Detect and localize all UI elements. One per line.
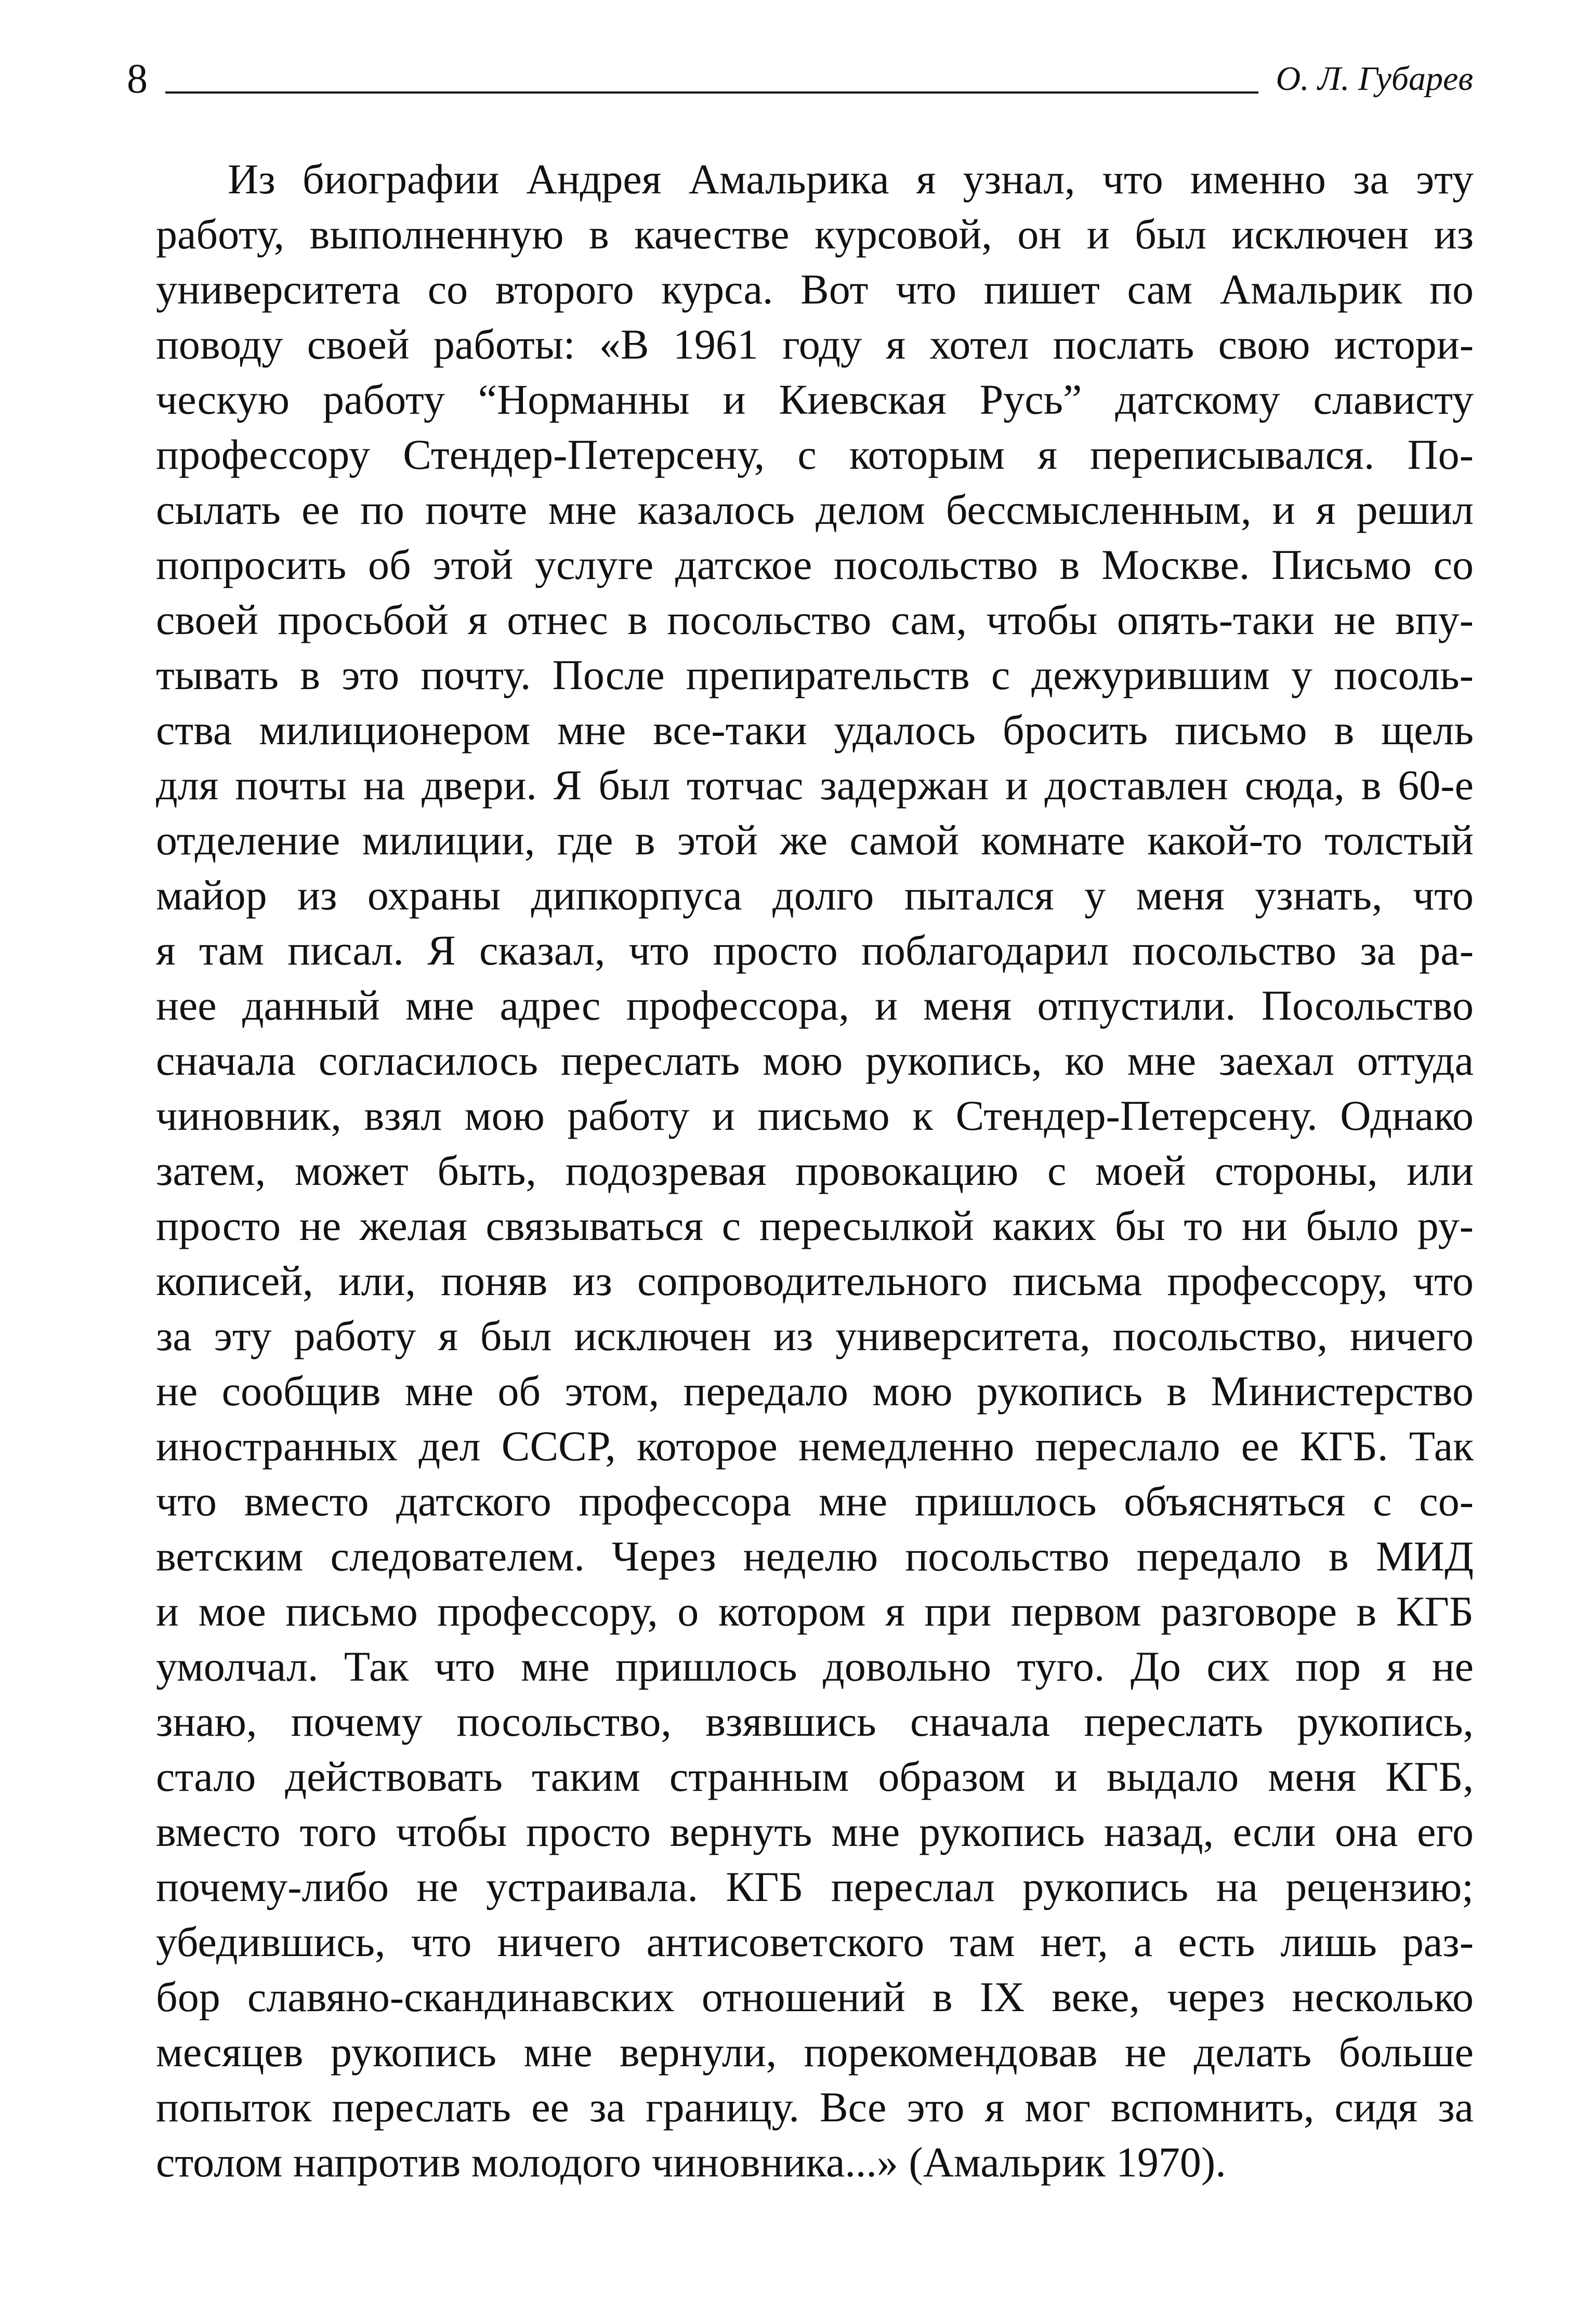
text-line: затем, может быть, подозревая провокацию с моей стороны, или xyxy=(156,1147,1474,1194)
header-rule xyxy=(165,91,1258,94)
page-header xyxy=(127,48,1473,100)
text-line: работу, выполненную в качестве курсовой, он и был исключен из xyxy=(156,210,1474,258)
text-line: чиновник, взял мою работу и письмо к Стендер-Петерсену. Однако xyxy=(156,1092,1474,1139)
text-line: знаю, почему посольство, взявшись сначала переслать рукопись, xyxy=(156,1698,1474,1745)
text-line: кописей, или, поняв из сопроводительного письма профессору, что xyxy=(156,1257,1474,1304)
text-line: вместо того чтобы просто вернуть мне рукопись назад, если она его xyxy=(156,1808,1474,1855)
text-line: ветским следователем. Через неделю посольство передало в МИД xyxy=(156,1533,1474,1580)
text-line: попросить об этой услуге датское посольство в Москве. Письмо со xyxy=(156,541,1474,588)
text-line: университета со второго курса. Вот что пишет сам Амальрик по xyxy=(156,266,1474,313)
text-line: ческую работу “Норманны и Киевская Русь” датскому слависту xyxy=(156,376,1474,423)
text-line: поводу своей работы: «В 1961 году я хотел послать свою истори- xyxy=(156,321,1474,368)
text-line: майор из охраны дипкорпуса долго пытался у меня узнать, что xyxy=(156,872,1474,919)
text-line: ства милиционером мне все-таки удалось бросить письмо в щель xyxy=(156,706,1474,754)
text-line: что вместо датского профессора мне пришлось объясняться с со- xyxy=(156,1477,1474,1525)
page-number: 8 xyxy=(127,56,148,102)
text-line: профессору Стендер-Петерсену, с которым я переписывался. По- xyxy=(156,431,1474,478)
text-line: почему-либо не устраивала. КГБ переслал рукопись на рецензию; xyxy=(156,1863,1474,1910)
text-line: за эту работу я был исключен из университета, посольство, ничего xyxy=(156,1312,1474,1359)
text-line: иностранных дел СССР, которое немедленно переслало ее КГБ. Так xyxy=(156,1422,1474,1470)
text-line: своей просьбой я отнес в посольство сам, чтобы опять-таки не впу- xyxy=(156,596,1474,643)
text-line: сылать ее по почте мне казалось делом бессмысленным, и я решил xyxy=(156,486,1474,533)
text-line: попыток переслать ее за границу. Все это я мог вспомнить, сидя за xyxy=(156,2083,1474,2131)
text-line: умолчал. Так что мне пришлось довольно туго. До сих пор я не xyxy=(156,1643,1474,1690)
text-line: сначала согласилось переслать мою рукопись, ко мне заехал оттуда xyxy=(156,1037,1474,1084)
text-line: стало действовать таким странным образом и выдало меня КГБ, xyxy=(156,1753,1474,1800)
text-line: отделение милиции, где в этой же самой комнате какой-то толстый xyxy=(156,816,1474,864)
running-head-author: О. Л. Губарев xyxy=(1276,60,1473,98)
text-line: тывать в это почту. После препирательств с дежурившим у посоль- xyxy=(156,651,1474,698)
text-line: и мое письмо профессору, о котором я при первом разговоре в КГБ xyxy=(156,1588,1474,1635)
text-line: столом напротив молодого чиновника...» (Амальрик 1970). xyxy=(156,2138,1226,2186)
text-line: я там писал. Я сказал, что просто поблагодарил посольство за ра- xyxy=(156,927,1474,974)
text-line: нее данный мне адрес профессора, и меня отпустили. Посольство xyxy=(156,982,1474,1029)
text-line: не сообщив мне об этом, передало мою рукопись в Министерство xyxy=(156,1367,1474,1415)
text-line: бор славяно-скандинавских отношений в IX веке, через несколько xyxy=(156,1973,1474,2021)
body-paragraph xyxy=(156,152,1474,2190)
text-line: просто не желая связываться с пересылкой каких бы то ни было ру- xyxy=(156,1202,1474,1249)
text-line: Из биографии Андрея Амальрика я узнал, что именно за эту xyxy=(228,155,1474,203)
text-line: убедившись, что ничего антисоветского там нет, а есть лишь раз- xyxy=(156,1918,1474,1965)
text-line: месяцев рукопись мне вернули, порекомендовав не делать больше xyxy=(156,2028,1474,2076)
text-line: для почты на двери. Я был тотчас задержан и доставлен сюда, в 60-е xyxy=(156,761,1474,809)
